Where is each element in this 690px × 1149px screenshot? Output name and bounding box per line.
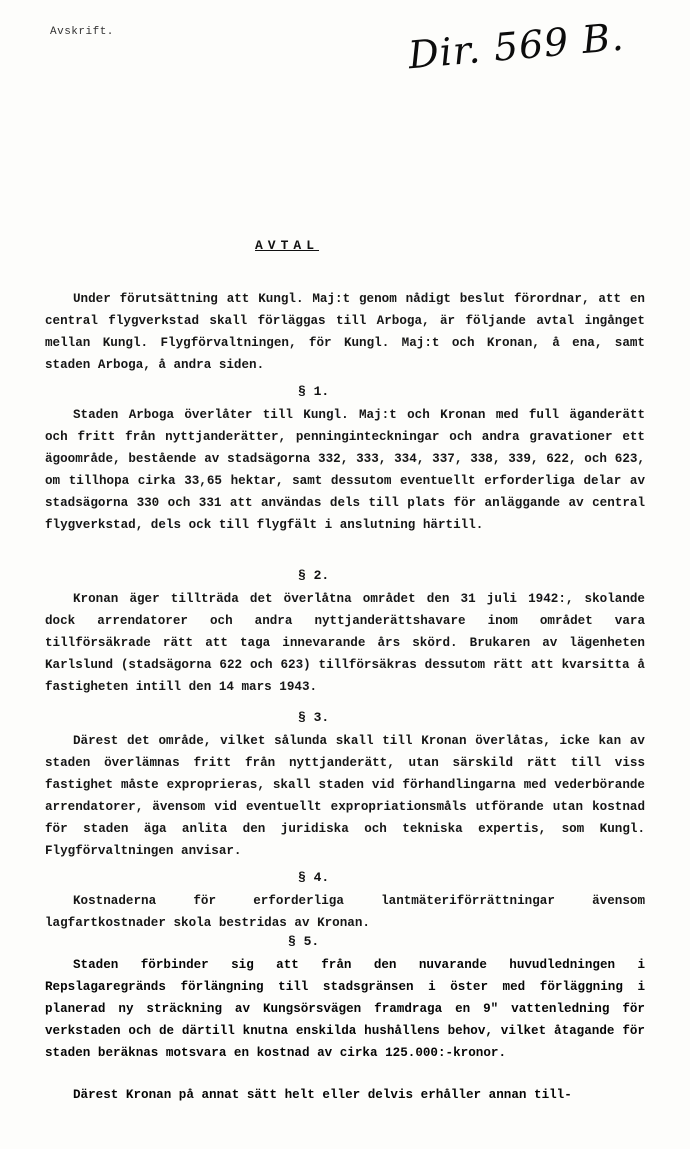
section-2-text: Kronan äger tillträda det överlåtna området den 31 juli 1942:, skolande dock arrendatorer och andra nyttjanderättshavare inom området vara tillförsäkrade rätt att taga innevarande års skörd. Brukaren av lägenheten Karlslund (stadsägorna 622 och 623) tillförsäkras dessutom rätt att kvarsitta å fastigheten intill den 14 mars 1943.	[45, 592, 645, 694]
section-1-heading: § 1.	[298, 384, 330, 399]
section-3-text: Därest det område, vilket sålunda skall till Kronan överlåtas, icke kan av staden överlämnas fritt från nyttjanderätt, utan särskild rätt till viss fastighet måste exproprieras, skall staden vid förhandlingarna med vederbörande arrendatorer, ävensom vid eventuellt expropriationsmåls utförande utan kostnad för staden äga anlita den juridiska och tekniska expertis, som Kungl. Flygförvaltningen anvisar.	[45, 734, 645, 858]
copy-label: Avskrift.	[50, 26, 114, 38]
section-5-text: Staden förbinder sig att från den nuvarande huvudledningen i Repslagaregränds förlängning till stadsgränsen i öster med förläggning i planerad ny sträckning av Kungsörsvägen framdraga en 9" vattenledning för verkstaden och de därtill knutna enskilda hushållens behov, vilket åtagande för staden beräknas motsvara en kostnad av cirka 125.000:-kronor.	[45, 958, 645, 1060]
document-title: AVTAL	[255, 238, 320, 253]
closing-paragraph: Därest Kronan på annat sätt helt eller delvis erhåller annan till-	[73, 1088, 572, 1102]
section-5-heading: § 5.	[288, 934, 320, 949]
section-3-heading: § 3.	[298, 710, 330, 725]
section-4-text: Kostnaderna för erforderliga lantmäteriförrättningar ävensom lagfartkostnader skola bestridas av Kronan.	[45, 894, 645, 930]
section-4-heading: § 4.	[298, 870, 330, 885]
handwritten-reference: Dir. 569 B.	[406, 14, 626, 78]
intro-paragraph: Under förutsättning att Kungl. Maj:t genom nådigt beslut förordnar, att en central flygverkstad skall förläggas till Arboga, är följande avtal ingånget mellan Kungl. Flygförvaltningen, för Kungl. Maj:t och Kronan, å ena, samt staden Arboga, å andra siden.	[45, 292, 645, 372]
section-2-heading: § 2.	[298, 568, 330, 583]
section-1-text: Staden Arboga överlåter till Kungl. Maj:t och Kronan med full äganderätt och fritt från nyttjanderätter, penninginteckningar och andra gravationer ett ägoområde, bestående av stadsägorna 332, 333, 334, 337, 338, 339, 622, och 623, om tillhopa cirka 33,65 hektar, samt dessutom eventuellt erforderliga delar av stadsägorna 330 och 331 att användas dels till plats för anläggande av central flygverkstad, dels ock till flygfält i anslutning härtill.	[45, 408, 645, 532]
